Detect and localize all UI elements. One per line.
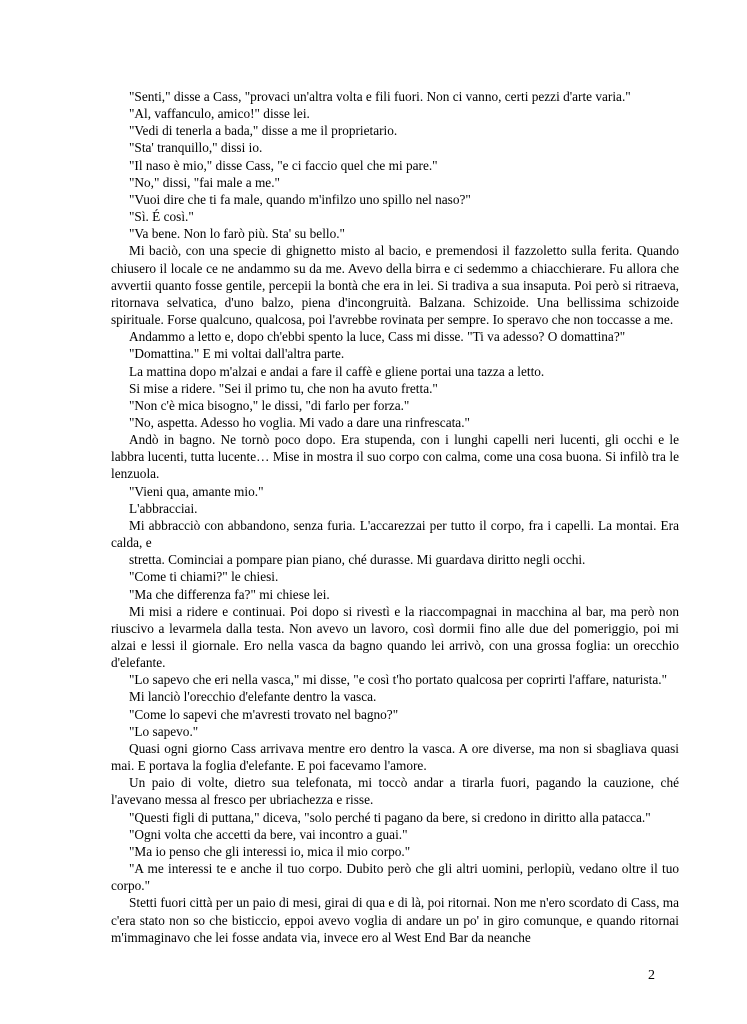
paragraph: "Sta' tranquillo," dissi io.: [129, 140, 263, 156]
paragraph: Mi misi a ridere e continuai. Poi dopo si rivestì e la riaccompagnai in macchina al bar, ma però non riuscivo a levarmela dalla testa. Non avevo un lavoro, così dormii fino alle due del pomeriggio, poi mi alzai e lessi il giornale. Ero nella vasca da bagno quando lei arrivò, con una grossa foglia: un orecchio d'elefante.: [111, 603, 679, 671]
paragraph: "Come lo sapevi che m'avresti trovato nel bagno?": [129, 706, 399, 722]
paragraph: "Vieni qua, amante mio.": [129, 483, 264, 499]
paragraph: "A me interessi te e anche il tuo corpo. Dubito però che gli altri uomini, perlopiù, vedano oltre il tuo corpo.": [111, 861, 679, 894]
paragraph: "Domattina." E mi voltai dall'altra parte.: [129, 346, 345, 362]
paragraph: Si mise a ridere. "Sei il primo tu, che non ha avuto fretta.": [129, 380, 438, 396]
paragraph: La mattina dopo m'alzai e andai a fare il caffè e gliene portai una tazza a letto.: [129, 363, 545, 379]
paragraph: Mi lanciò l'orecchio d'elefante dentro la vasca.: [129, 689, 377, 705]
paragraph: Mi baciò, con una specie di ghignetto misto al bacio, e premendosi il fazzoletto sulla ferita. Quando chiusero il locale ce ne andammo su da me. Avevo della birra e ci sedemmo a chiacchierare. Fu allora che avvertii quanto fosse gentile, percepii la bontà che era in lei. Si tradiva a sua insaputa. Poi però si ritraeva, ritornava selvatica, d'uno balzo, piena d'incongruità. Balzana. Schizoide. Una bellissima schizoide spirituale. Forse qualcuno, qualcosa, poi l'avrebbe rovinata per sempre. Io speravo che non toccasse a me.: [111, 243, 679, 328]
paragraph: "Va bene. Non lo farò più. Sta' su bello.": [129, 226, 345, 242]
paragraph: "Il naso è mio," disse Cass, "e ci faccio quel che mi pare.": [129, 157, 438, 173]
page-number: 2: [648, 968, 655, 983]
paragraph: "Lo sapevo che eri nella vasca," mi disse, "e così t'ho portato qualcosa per coprirti l'affare, naturista.": [129, 672, 667, 688]
paragraph: stretta. Cominciai a pompare pian piano, ché durasse. Mi guardava diritto negli occhi.: [129, 552, 586, 568]
paragraph: "Lo sapevo.": [129, 723, 199, 739]
paragraph: "Ma che differenza fa?" mi chiese lei.: [129, 586, 330, 602]
paragraph: "No," dissi, "fai male a me.": [129, 174, 280, 190]
paragraph: "Senti," disse a Cass, "provaci un'altra volta e fili fuori. Non ci vanno, certi pezzi d'arte varia.": [129, 89, 631, 104]
paragraph: Andammo a letto e, dopo ch'ebbi spento la luce, Cass mi disse. "Ti va adesso? O domattina?": [129, 329, 626, 345]
paragraph: "Al, vaffanculo, amico!" disse lei.: [129, 106, 310, 122]
body-text: [111, 88, 679, 946]
paragraph: Un paio di volte, dietro sua telefonata, mi toccò andar a tirarla fuori, pagando la cauzione, ché l'avevano messa al fresco per ubriachezza e risse.: [111, 775, 679, 808]
paragraph: "Vuoi dire che ti fa male, quando m'infilzo uno spillo nel naso?": [129, 191, 471, 207]
paragraph: "Vedi di tenerla a bada," disse a me il proprietario.: [129, 123, 398, 139]
paragraph: Quasi ogni giorno Cass arrivava mentre ero dentro la vasca. A ore diverse, ma non si sbagliava quasi mai. E portava la foglia d'elefante. E poi facevamo l'amore.: [111, 740, 679, 774]
paragraph: "Ma io penso che gli interessi io, mica il mio corpo.": [129, 843, 411, 859]
paragraph: "Come ti chiami?" le chiesi.: [129, 569, 279, 585]
paragraph: L'abbracciai.: [129, 500, 198, 516]
paragraph: "No, aspetta. Adesso ho voglia. Mi vado a dare una rinfrescata.": [129, 414, 470, 430]
paragraph: "Non c'è mica bisogno," le dissi, "di farlo per forza.": [129, 397, 410, 413]
paragraph: "Questi figli di puttana," diceva, "solo perché ti pagano da bere, si credono in diritto alla patacca.": [129, 809, 651, 825]
paragraph: Andò in bagno. Ne tornò poco dopo. Era stupenda, con i lunghi capelli neri lucenti, gli occhi e le labbra lucenti, tutta lucente… Mise in mostra il suo corpo con calma, come una cosa buona. Si infilò tra le lenzuola.: [111, 432, 679, 482]
paragraph: Stetti fuori città per un paio di mesi, girai di qua e di là, poi ritornai. Non me n'ero scordato di Cass, ma c'era stato non so che bisticcio, eppoi avevo voglia di andare un po' in giro comunque, e quando ritornai m'immaginavo che lei fosse andata via, invece ero al West End Bar da neanche: [111, 895, 679, 945]
paragraph: "Sì. É così.": [129, 209, 194, 225]
paragraph: "Ogni volta che accetti da bere, vai incontro a guai.": [129, 826, 408, 842]
paragraph: Mi abbracciò con abbandono, senza furia. L'accarezzai per tutto il corpo, fra i capelli. La montai. Era calda, e: [111, 517, 679, 551]
